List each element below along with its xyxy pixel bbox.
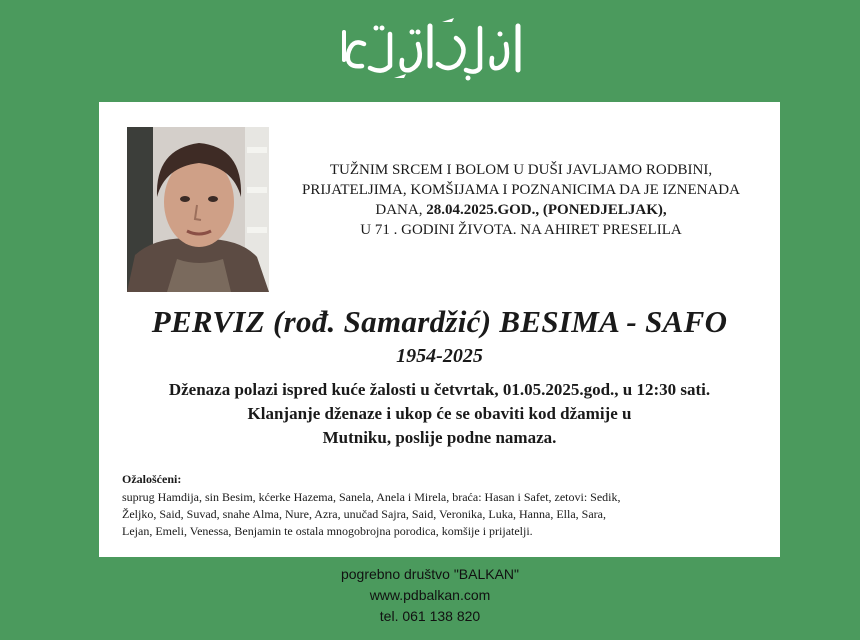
deceased-name: PERVIZ (rođ. Samardžić) BESIMA - SAFO [151, 304, 728, 339]
announcement-line: PRIJATELJIMA, KOMŠIJAMA I POZNANICIMA DA JE IZNENADA [302, 182, 740, 198]
life-years: 1954-2025 [396, 345, 483, 367]
funeral-line: Klanjanje dženaze i ukop će se obaviti kod džamije u [247, 404, 632, 423]
date-line [281, 200, 761, 220]
mourners-list [122, 489, 762, 540]
funeral-company-info [0, 564, 860, 627]
announcement-text [281, 160, 761, 240]
mourners-line: suprug Hamdija, sin Besim, kćerke Hazema, Sanela, Anela i Mirela, braća: Hasan i Safet, zetovi: Sedik, [122, 490, 621, 504]
death-date: 28.04.2025.GOD., (PONEDJELJAK), [426, 202, 667, 218]
mourners-line: Lejan, Emeli, Venessa, Benjamin te ostala mnogobrojna porodica, komšije i prijatelji. [122, 524, 533, 538]
funeral-line: Dženaza polazi ispred kuće žalosti u četvrtak, 01.05.2025.god., u 12:30 sati. [168, 380, 711, 399]
arabic-calligraphy-emblem [330, 14, 530, 88]
mourners-title: Ožalošćeni: [122, 472, 182, 486]
funeral-details [99, 378, 780, 450]
mourners-line: Željko, Said, Suvad, snahe Alma, Nure, Azra, unučad Sajra, Said, Veronika, Luka, Hanna, Ella, Sara, [122, 507, 606, 521]
age-line: U 71 . GODINI ŽIVOTA. NA AHIRET PRESELILA [360, 222, 682, 238]
portrait-photo [127, 127, 269, 292]
funeral-line: Mutniku, poslije podne namaza. [322, 428, 557, 447]
company-website: www.pdbalkan.com [369, 587, 491, 603]
obituary-card [99, 102, 780, 557]
date-prefix: DANA, [375, 202, 427, 218]
announcement-line: TUŽNIM SRCEM I BOLOM U DUŠI JAVLJAMO RODBINI, [329, 162, 713, 178]
company-phone: tel. 061 138 820 [379, 608, 481, 624]
company-name: pogrebno društvo "BALKAN" [340, 566, 520, 582]
